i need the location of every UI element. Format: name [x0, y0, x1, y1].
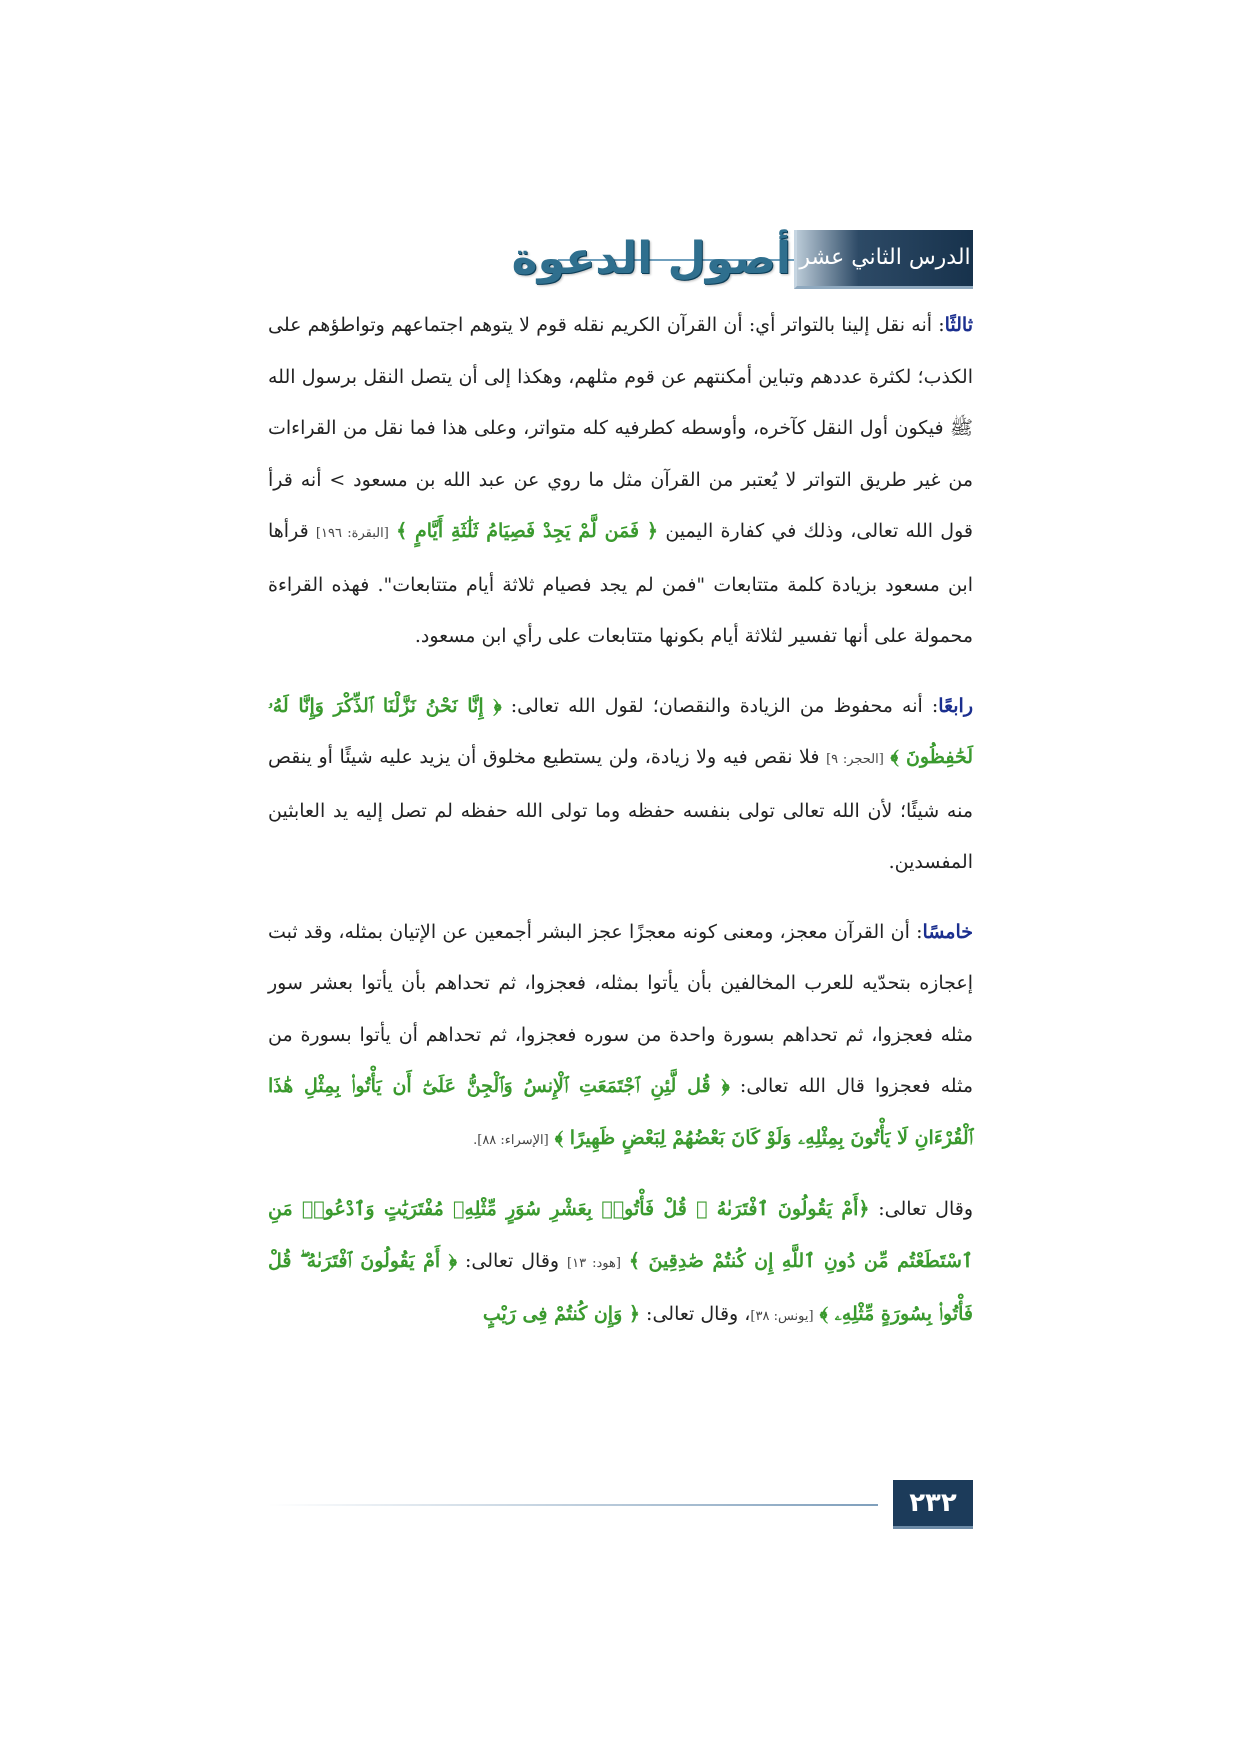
- paragraph-verses: [268, 1184, 973, 1343]
- paragraph-text: [268, 907, 973, 1167]
- verse-reference: [البقرة: ١٩٦]: [315, 526, 389, 541]
- paragraph-body: وقال تعالى:: [869, 1198, 973, 1220]
- paragraph-body: : أن القرآن معجز، ومعنى كونه معجزًا عجز البشر أجمعين عن الإتيان بمثله، وقد ثبت إعجازه بتحدّيه للعرب المخالفين بأن يأتوا بمثله، فعجزوا، ثم تحداهم بأن يأتوا بعشر سور مثله فعجزوا، ثم تحداهم بسورة واحدة من سوره فعجزوا، ثم تحداهم أن يأتوا بسورة من مثله فعجزوا قال الله تعالى:: [268, 920, 974, 1097]
- quran-verse: ﴿ فَمَن لَّمْ يَجِدْ فَصِيَامُ ثَلَٰثَةِ أَيَّامٍ ﴾: [396, 520, 659, 542]
- quran-verse: ﴿أَمْ يَقُولُونَ ٱفْتَرَىٰهُ ۖ قُلْ فَأْتُوا۟ بِعَشْرِ سُوَرٍ مِّثْلِهِۦ مُفْتَرَيَٰتٍ وَٱدْعُوا۟ مَنِ ٱسْتَطَعْتُم مِّن دُونِ ٱللَّهِ إِن كُنتُمْ صَٰدِقِينَ ﴾: [268, 1198, 973, 1272]
- quran-verse: ﴿ أَمْ يَقُولُونَ ٱفْتَرَىٰهُ ۖ قُلْ فَأْتُوا۟ بِسُورَةٍ مِّثْلِهِۦ ﴾: [268, 1249, 973, 1325]
- page-content: [268, 300, 973, 1361]
- paragraph-text: [268, 1184, 973, 1343]
- paragraph-body: : أنه محفوظ من الزيادة والنقصان؛ لقول الله تعالى:: [501, 694, 939, 717]
- page-footer: [268, 1480, 973, 1530]
- paragraph-third: [268, 300, 973, 663]
- paragraph-lead: خامسًا: [922, 920, 973, 943]
- paragraph-fifth: [268, 907, 973, 1167]
- paragraph-body: : أنه نقل إلينا بالتواتر أي: أن القرآن الكريم نقله قوم لا يتوهم اجتماعهم وتواطؤهم على الكذب؛ لكثرة عددهم وتباين أمكنتهم عن قوم مثلهم، وهكذا إلى أن يتصل النقل برسول الله ﷺ فيكون أول النقل كآخره، وأوسطه كطرفيه كله متواتر، وعلى هذا فما نقل من القراءات من غير طريق التواتر لا يُعتبر من القرآن مثل ما روي عن عبد الله بن مسعود > أنه قرأ قول الله تعالى، وذلك في كفارة اليمين: [268, 314, 973, 542]
- page-number: ٢٣٢: [893, 1480, 973, 1529]
- quran-verse: ﴿ قُل لَّئِنِ ٱجْتَمَعَتِ ٱلْإِنسُ وَٱلْجِنُّ عَلَىٰٓ أَن يَأْتُوا۟ بِمِثْلِ هَٰذَا ٱلْقُرْءَانِ لَا يَأْتُونَ بِمِثْلِهِۦ وَلَوْ كَانَ بَعْضُهُمْ لِبَعْضٍ ظَهِيرًا ﴾: [268, 1075, 973, 1149]
- book-title: أصول الدعوة: [511, 233, 791, 284]
- paragraph-body-continued: قرأها ابن مسعود بزيادة كلمة متتابعات "فمن لم يجد فصيام ثلاثة أيام متتابعات". فهذه القراءة محمولة على أنها تفسير لثلاثة أيام بكونها متتابعات على رأي ابن مسعود.: [268, 520, 973, 647]
- paragraph-lead: رابعًا: [938, 694, 973, 717]
- quran-verse: ﴿ إِنَّا نَحْنُ نَزَّلْنَا ٱلذِّكْرَ وَإِنَّا لَهُۥ لَحَٰفِظُونَ ﴾: [268, 694, 974, 768]
- paragraph-text: [268, 300, 973, 663]
- verse-reference: [الحجر: ٩]: [826, 752, 884, 767]
- paragraph-body-continued: ، وقال تعالى:: [640, 1303, 751, 1325]
- paragraph-fourth: [268, 681, 973, 889]
- lesson-badge: الدرس الثاني عشر: [794, 230, 973, 289]
- footer-rule: [268, 1504, 878, 1506]
- quran-verse: ﴿ وَإِن كُنتُمْ فِى رَيْبٍ: [482, 1303, 641, 1325]
- verse-reference: [هود: ١٣]: [567, 1255, 621, 1271]
- paragraph-body-continued: وقال تعالى:: [457, 1249, 568, 1272]
- paragraph-text: [268, 681, 973, 889]
- paragraph-lead: ثالثًا: [944, 314, 973, 336]
- paragraph-body-continued: فلا نقص فيه ولا زيادة، ولن يستطيع مخلوق أن يزيد عليه شيئًا أو ينقص منه شيئًا؛ لأن الله تعالى تولى بنفسه حفظه وما تولى الله حفظه لم تصل إليه يد العابثين المفسدين.: [268, 746, 973, 873]
- page-header: [268, 228, 973, 290]
- verse-reference: [يونس: ٣٨]: [750, 1309, 814, 1324]
- verse-reference: [الإسراء: ٨٨].: [473, 1132, 549, 1148]
